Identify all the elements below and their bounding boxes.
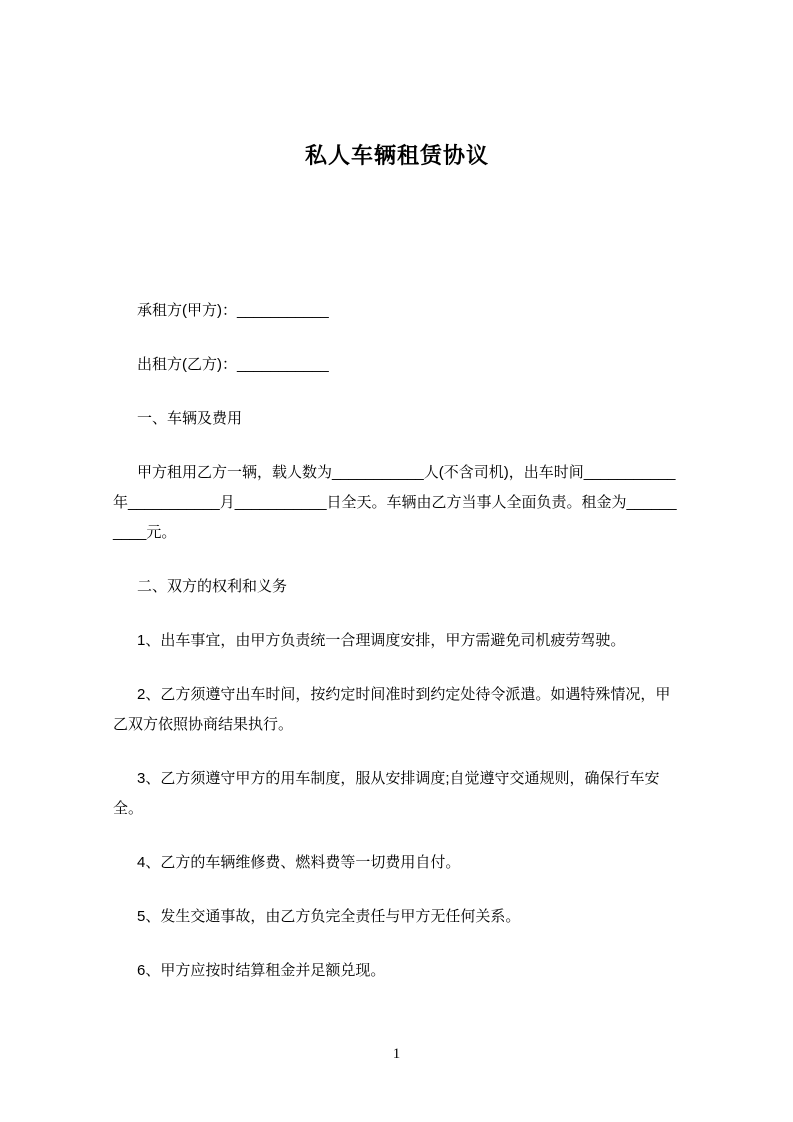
clause-4: 4、乙方的车辆维修费、燃料费等一切费用自付。: [137, 854, 461, 871]
clause-6: 6、甲方应按时结算租金并足额兑现。: [137, 962, 386, 979]
clause-3: 3、乙方须遵守甲方的用车制度，服从安排调度;自觉遵守交通规则，确保行车安全。: [113, 770, 660, 817]
section-1-paragraph: 甲方租用乙方一辆，载人数为___________人(不含司机)，出车时间___________年___________月___________日全天。车辆由乙方当事人全面负责。租金为__________元。: [113, 464, 677, 541]
page-number: 1: [392, 1046, 401, 1062]
clause-1: 1、出车事宜，由甲方负责统一合理调度安排，甲方需避免司机疲劳驾驶。: [137, 632, 626, 649]
section-1-heading: 一、车辆及费用: [137, 410, 243, 427]
party-a-line: 承租方(甲方)：___________: [137, 302, 329, 319]
clause-2: 2、乙方须遵守出车时间，按约定时间准时到约定处待令派遣。如遇特殊情况，甲乙双方依照协商结果执行。: [113, 686, 671, 733]
section-2-heading: 二、双方的权利和义务: [137, 578, 288, 595]
document-title: 私人车辆租赁协议: [304, 143, 489, 168]
clause-5: 5、发生交通事故，由乙方负完全责任与甲方无任何关系。: [137, 908, 521, 925]
party-b-line: 出租方(乙方)：___________: [137, 356, 329, 373]
